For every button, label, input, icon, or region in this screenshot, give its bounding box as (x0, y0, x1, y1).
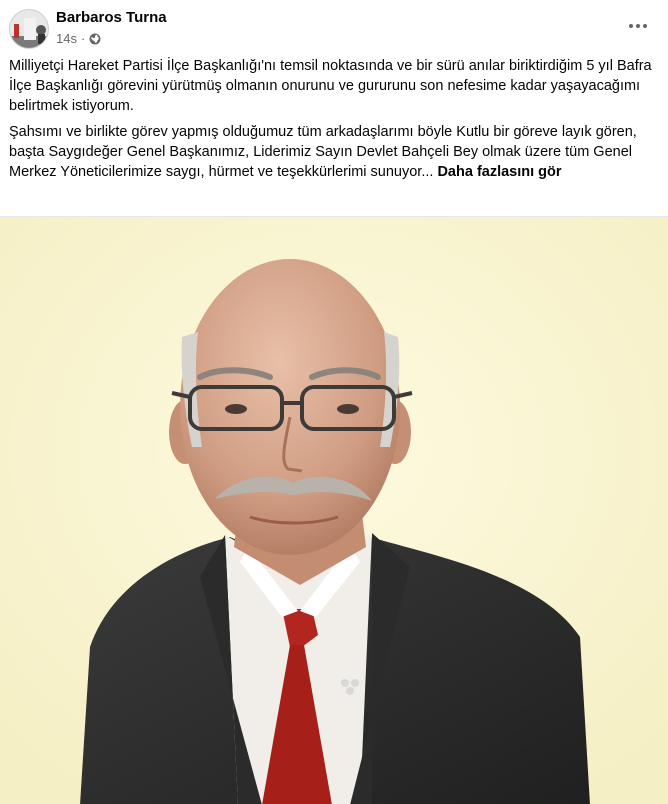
dot (629, 24, 633, 28)
post-photo[interactable] (0, 216, 668, 804)
globe-icon[interactable] (89, 33, 101, 45)
post-text (9, 56, 659, 188)
avatar-image (10, 10, 49, 49)
author-name[interactable]: Barbaros Turna (56, 9, 167, 26)
dot (643, 24, 647, 28)
post-time[interactable]: 14s (56, 31, 77, 46)
author-avatar[interactable] (9, 9, 49, 49)
post-meta (56, 31, 101, 46)
meta-separator: · (80, 31, 86, 46)
post-paragraph-2-text: Şahsımı ve birlikte görev yapmış olduğumuz tüm arkadaşlarımı böyle Kutlu bir göreve layık gören, başta Saygıdeğer Genel Başkanımız, Liderimiz Sayın Devlet Bahçeli Bey olmak üzere tüm Genel Merkez Yöneticilerimize saygı, hürmet ve teşekkürlerimi sunuyor... (9, 124, 637, 180)
post-paragraph-2 (9, 122, 659, 182)
portrait-image (0, 217, 668, 804)
post-header (0, 0, 668, 52)
more-options-icon[interactable] (624, 14, 652, 38)
dot (636, 24, 640, 28)
post-paragraph-1: Milliyetçi Hareket Partisi İlçe Başkanlığı'nı temsil noktasında ve bir sürü anılar biriktirdiğim 5 yıl Bafra İlçe Başkanlığı görevini yürütmüş olmanın onurunu ve gururunu son nefesime kadar yaşayacağımı belirtmek istiyorum. (9, 58, 652, 114)
see-more-link[interactable]: Daha fazlasını gör (437, 164, 562, 180)
